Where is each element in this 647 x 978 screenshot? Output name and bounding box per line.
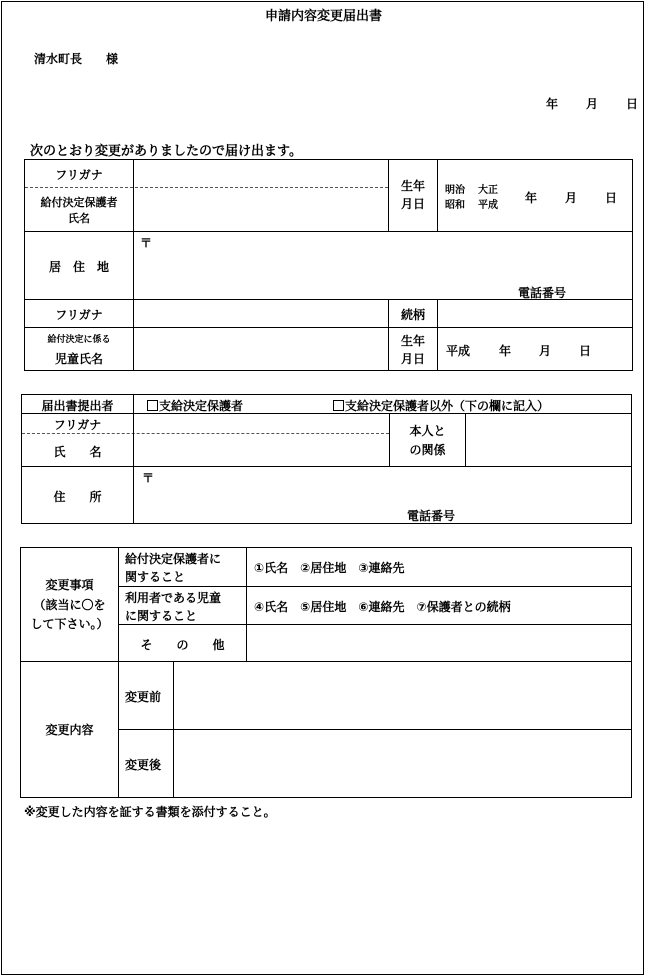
guardian-furigana-field[interactable] <box>134 160 388 187</box>
residence-postal-mark: 〒 <box>140 236 153 250</box>
guardian-birthdate-field[interactable] <box>438 160 633 231</box>
row2-label-line1: 利用者である児童 <box>125 591 222 605</box>
before-field[interactable] <box>174 662 632 729</box>
guardian-name-label-line1: 給付決定保護者 <box>40 196 118 209</box>
submitter-phone-label: 電話番号 <box>407 509 456 523</box>
guardian-birth-label-line1: 生年 <box>400 179 425 193</box>
era-showa: 昭和 <box>445 200 465 211</box>
child-birth-era: 平成 <box>446 344 471 358</box>
child-furigana-field[interactable] <box>134 300 388 327</box>
guardian-birth-day: 日 <box>605 191 618 205</box>
row2-label-line2: に関すること <box>125 609 198 623</box>
other-field[interactable] <box>247 625 632 661</box>
submitter-address-label: 住 所 <box>53 490 102 504</box>
form-title: 申請内容変更届出書 <box>264 9 382 24</box>
date-year-label: 年 <box>546 97 559 111</box>
submitter-address-field[interactable] <box>134 467 632 524</box>
submitter-label: 届出書提出者 <box>41 399 114 413</box>
relation-label-line1: 本人と <box>409 424 446 438</box>
relationship-label: 続柄 <box>400 308 425 322</box>
before-label: 変更前 <box>125 690 162 704</box>
submitter-postal-mark: 〒 <box>142 471 155 485</box>
child-birth-label-line2: 月日 <box>400 352 425 366</box>
child-name-field[interactable] <box>134 328 388 371</box>
residence-field[interactable] <box>134 232 633 299</box>
child-name-label-line1: 給付決定に係る <box>47 335 111 345</box>
guardian-birth-year: 年 <box>525 191 538 205</box>
option-guardian-label: 支給決定保護者 <box>159 399 244 413</box>
date-month-label: 月 <box>586 97 599 111</box>
relation-field[interactable] <box>466 414 632 466</box>
intro-text: 次のとおり変更がありましたので届け出ます。 <box>30 144 302 159</box>
attachment-note: ※変更した内容を証する書類を添付すること。 <box>24 805 276 819</box>
table-line <box>118 547 119 798</box>
row1-options[interactable]: ①氏名 ②居住地 ③連絡先 <box>254 561 405 575</box>
change-content-label: 変更内容 <box>45 723 94 737</box>
option-other-label: 支給決定保護者以外（下の欄に記入） <box>345 399 550 413</box>
submitter-name-label: 氏 名 <box>53 445 102 459</box>
relation-label-line2: の関係 <box>409 443 446 457</box>
child-birth-label-line1: 生年 <box>400 334 425 348</box>
option-other[interactable] <box>333 397 549 414</box>
era-taisho: 大正 <box>478 185 498 196</box>
row1-label-line1: 給付決定保護者に <box>125 552 222 566</box>
residence-phone-label: 電話番号 <box>518 286 567 300</box>
table-line <box>118 586 632 587</box>
child-birth-year: 年 <box>499 344 512 358</box>
date-day-label: 日 <box>626 97 639 111</box>
child-furigana-label: フリガナ <box>55 308 103 322</box>
guardian-birth-month: 月 <box>565 191 578 205</box>
guardian-name-label-line2: 氏名 <box>68 212 90 225</box>
submitter-name-field[interactable] <box>134 434 389 466</box>
era-meiji: 明治 <box>445 185 465 196</box>
child-birthdate-field[interactable] <box>438 328 633 371</box>
era-heisei: 平成 <box>478 200 498 211</box>
after-field[interactable] <box>174 730 632 798</box>
table-line <box>389 413 390 466</box>
change-items-label-line2: （該当に〇を <box>33 598 106 612</box>
after-label: 変更後 <box>125 758 162 772</box>
row2-options[interactable]: ④氏名 ⑤居住地 ⑥連絡先 ⑦保護者との続柄 <box>254 600 511 614</box>
child-name-label-line2: 児童氏名 <box>54 352 103 366</box>
guardian-furigana-label: フリガナ <box>55 168 103 182</box>
relationship-field[interactable] <box>438 300 633 327</box>
guardian-name-field[interactable] <box>134 188 388 231</box>
child-birth-day: 日 <box>579 344 592 358</box>
checkbox-guardian[interactable] <box>147 400 158 411</box>
residence-label: 居 住 地 <box>48 260 109 274</box>
addressee: 清水町長 様 <box>34 52 119 66</box>
submitter-furigana-label: フリガナ <box>53 418 102 432</box>
child-birth-month: 月 <box>539 344 552 358</box>
change-items-label-line3: して下さい。） <box>30 617 109 631</box>
change-items-label-line1: 変更事項 <box>45 578 94 592</box>
guardian-birth-label-line2: 月日 <box>400 197 425 211</box>
row3-label: そ の 他 <box>140 638 225 652</box>
row1-label-line2: 関すること <box>125 570 186 584</box>
checkbox-other[interactable] <box>333 400 344 411</box>
submitter-furigana-field[interactable] <box>134 414 389 433</box>
option-guardian[interactable] <box>147 397 243 414</box>
